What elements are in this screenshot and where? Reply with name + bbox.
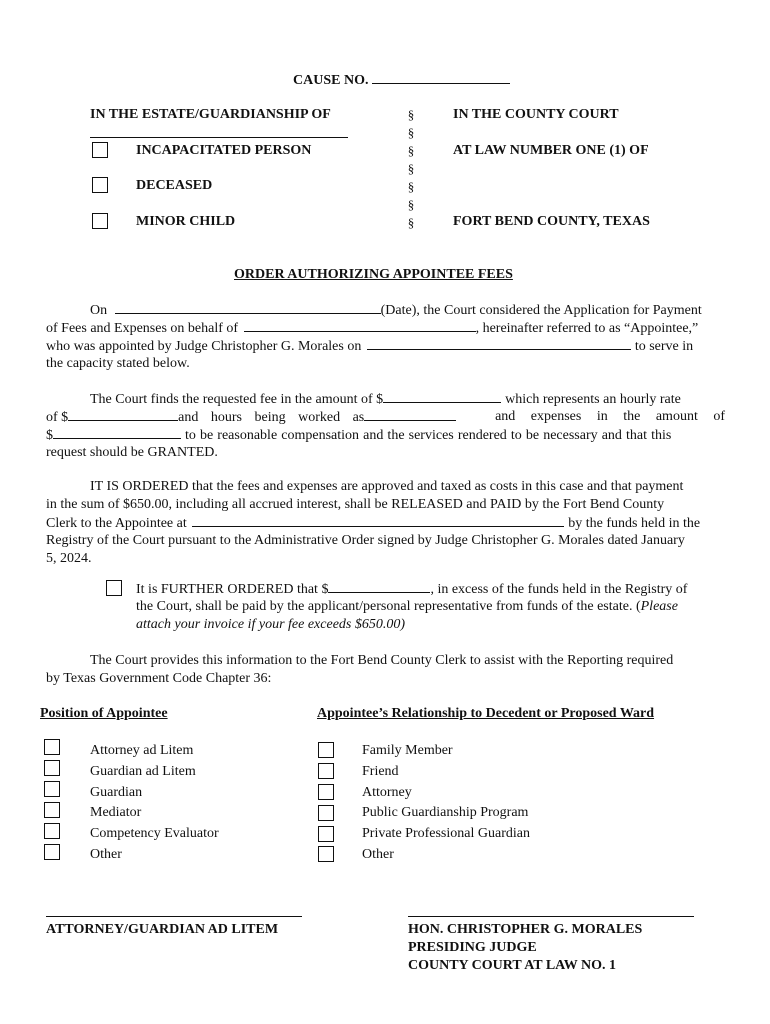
estate-guardianship-title: IN THE ESTATE/GUARDIANSHIP OF	[90, 107, 331, 122]
position-heading: Position of Appointee	[40, 706, 168, 721]
minor-child-label: MINOR CHILD	[136, 214, 236, 229]
text: to be reasonable compensation and the services rendered to be necessary and that this	[185, 428, 672, 443]
public-guardianship-checkbox[interactable]	[318, 805, 334, 821]
section-mark: §	[407, 215, 415, 230]
excess-amount-field[interactable]	[328, 580, 430, 593]
text: and hours being worked as	[178, 410, 365, 425]
para2-line3	[46, 426, 671, 445]
guardian-checkbox[interactable]	[44, 781, 60, 797]
competency-evaluator-label: Competency Evaluator	[90, 826, 219, 841]
judge-signature-line[interactable]	[408, 916, 694, 917]
guardian-ad-litem-label: Guardian ad Litem	[90, 764, 196, 779]
attorney-label: Attorney	[362, 785, 412, 800]
position-other-checkbox[interactable]	[44, 844, 60, 860]
hours-worked-field[interactable]	[364, 408, 456, 421]
para4-line3: attach your invoice if your fee exceeds $650.00)	[136, 617, 406, 632]
hourly-rate-field[interactable]	[68, 408, 178, 421]
on-behalf-of-field[interactable]	[244, 319, 476, 332]
judge-name: HON. CHRISTOPHER G. MORALES	[408, 922, 643, 937]
section-mark: §	[407, 125, 415, 140]
incapacitated-person-label: INCAPACITATED PERSON	[136, 143, 312, 158]
attorney-signature-label: ATTORNEY/GUARDIAN AD LITEM	[46, 922, 279, 937]
court-name-line3: FORT BEND COUNTY, TEXAS	[453, 214, 650, 229]
para3-line2: in the sum of $650.00, including all accrued interest, shall be RELEASED and PAID by the Fort Bend County	[46, 497, 665, 512]
guardian-label: Guardian	[90, 785, 143, 800]
text: the Court, shall be paid by the applicant/personal representative from funds of the estate. (	[136, 599, 641, 614]
mediator-label: Mediator	[90, 805, 142, 820]
text: On	[90, 303, 108, 318]
guardian-ad-litem-checkbox[interactable]	[44, 760, 60, 776]
requested-fee-field[interactable]	[383, 390, 501, 403]
order-title: ORDER AUTHORIZING APPOINTEE FEES	[234, 267, 513, 282]
judge-title: PRESIDING JUDGE	[408, 940, 537, 955]
incapacitated-person-checkbox[interactable]	[92, 142, 108, 158]
competency-evaluator-checkbox[interactable]	[44, 823, 60, 839]
friend-label: Friend	[362, 764, 399, 779]
text: which represents an hourly rate	[505, 392, 681, 407]
para5-line1: The Court provides this information to the Fort Bend County Clerk to assist with the Reporting required	[90, 653, 674, 668]
para4-line2	[136, 598, 678, 617]
friend-checkbox[interactable]	[318, 763, 334, 779]
text: The Court finds the requested fee in the amount of $	[90, 392, 384, 407]
attorney-ad-litem-checkbox[interactable]	[44, 739, 60, 755]
text: of $	[46, 410, 69, 425]
attorney-checkbox[interactable]	[318, 784, 334, 800]
para1-line4: the capacity stated below.	[46, 356, 190, 371]
deceased-checkbox[interactable]	[92, 177, 108, 193]
text: (Date), the Court considered the Application for Payment	[380, 303, 702, 318]
position-other-label: Other	[90, 847, 122, 862]
para4-line1	[136, 580, 687, 599]
ward-name-field[interactable]	[90, 137, 348, 138]
para3-line3	[46, 514, 700, 533]
para1-line3	[46, 337, 693, 356]
para2-line2	[46, 408, 725, 427]
private-professional-guardian-checkbox[interactable]	[318, 826, 334, 842]
section-mark: §	[407, 179, 415, 194]
court-designation: COUNTY COURT AT LAW NO. 1	[408, 958, 616, 973]
relationship-heading: Appointee’s Relationship to Decedent or Proposed Ward	[317, 706, 655, 721]
family-member-checkbox[interactable]	[318, 742, 334, 758]
cause-number-field[interactable]	[372, 71, 510, 84]
text: It is FURTHER ORDERED that $	[136, 582, 329, 597]
section-mark: §	[407, 107, 415, 122]
text: $	[46, 428, 53, 443]
para3-line5: 5, 2024.	[46, 551, 92, 566]
attorney-ad-litem-label: Attorney ad Litem	[90, 743, 194, 758]
public-guardianship-label: Public Guardianship Program	[362, 805, 529, 820]
relationship-other-label: Other	[362, 847, 394, 862]
para2-line4: request should be GRANTED.	[46, 445, 218, 460]
hearing-date-field[interactable]	[115, 301, 381, 314]
mediator-checkbox[interactable]	[44, 802, 60, 818]
cause-number-label: CAUSE NO.	[293, 73, 369, 88]
cause-number-line	[293, 71, 510, 89]
appointee-address-field[interactable]	[192, 514, 564, 527]
para1-line2	[46, 319, 698, 338]
text: who was appointed by Judge Christopher G. Morales on	[46, 339, 362, 354]
text: by the funds held in the	[568, 516, 701, 531]
attorney-signature-line[interactable]	[46, 916, 302, 917]
court-name-line1: IN THE COUNTY COURT	[453, 107, 619, 122]
text: and expenses in the amount of	[495, 409, 725, 424]
para3-line4: Registry of the Court pursuant to the Administrative Order signed by Judge Christopher G. Morales dated January	[46, 533, 685, 548]
court-name-line2: AT LAW NUMBER ONE (1) OF	[453, 143, 649, 158]
text: , in excess of the funds held in the Registry of	[430, 582, 688, 597]
text: to serve in	[634, 339, 694, 354]
para3-line1: IT IS ORDERED that the fees and expenses are approved and taxed as costs in this case and that payment	[90, 479, 684, 494]
expenses-amount-field[interactable]	[53, 426, 181, 439]
appointment-date-field[interactable]	[367, 337, 631, 350]
text: Please	[640, 599, 678, 614]
para2-line1	[90, 390, 681, 409]
private-professional-guardian-label: Private Professional Guardian	[362, 826, 530, 841]
further-order-checkbox[interactable]	[106, 580, 122, 596]
para5-line2: by Texas Government Code Chapter 36:	[46, 671, 272, 686]
section-mark: §	[407, 197, 415, 212]
text: , hereinafter referred to as “Appointee,”	[475, 321, 699, 336]
section-mark: §	[407, 161, 415, 176]
text: of Fees and Expenses on behalf of	[46, 321, 239, 336]
deceased-label: DECEASED	[136, 178, 213, 193]
para1-line1	[90, 301, 702, 320]
family-member-label: Family Member	[362, 743, 453, 758]
relationship-other-checkbox[interactable]	[318, 846, 334, 862]
section-mark: §	[407, 143, 415, 158]
minor-child-checkbox[interactable]	[92, 213, 108, 229]
text: Clerk to the Appointee at	[46, 516, 187, 531]
